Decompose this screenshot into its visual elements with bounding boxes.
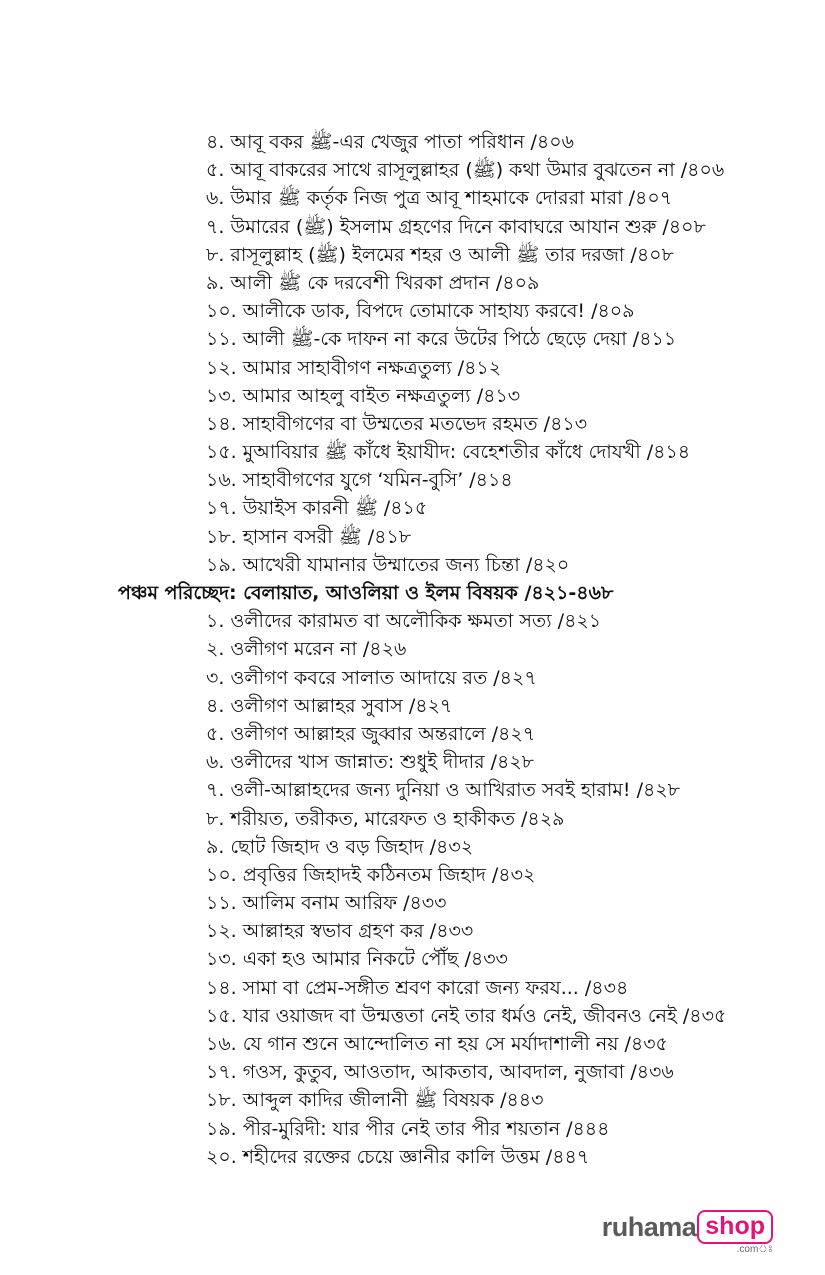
section-heading: পঞ্চম পরিচ্ছেদ: বেলায়াত, আওলিয়া ও ইলম বিষয়ক /৪২১-৪৬৮ bbox=[118, 582, 614, 604]
toc-entry: ৬. উমার ﷺ কর্তৃক নিজ পুত্র আবূ শাহমাকে দোররা মারা /৪০৭ bbox=[206, 187, 673, 210]
toc-entry: ৮. শরীয়ত, তরীকত, মারেফত ও হাকীকত /৪২৯ bbox=[206, 807, 565, 830]
toc-entry: ৯. আলী ﷺ কে দরবেশী খিরকা প্রদান /৪০৯ bbox=[206, 271, 540, 294]
logo-shop-badge: shop bbox=[697, 1210, 773, 1244]
toc-entry: ১৫. মুআবিয়ার ﷺ কাঁধে ইয়াযীদ: বেহেশতীর কাঁধে দোযখী /৪১৪ bbox=[206, 441, 691, 464]
toc-entry: ১৯. আখেরী যামানার উম্মাতের জন্য চিন্তা /৪২০ bbox=[206, 553, 570, 576]
toc-entry: ৮. রাসূলুল্লাহ (ﷺ) ইলমের শহর ও আলী ﷺ তার দরজা /৪০৮ bbox=[206, 243, 674, 266]
logo-domain-suffix: .comঃ bbox=[736, 1244, 773, 1255]
toc-entry: ১৬. যে গান শুনে আন্দোলিত না হয় সে মর্যাদাশালী নয় /৪৩৫ bbox=[206, 1033, 668, 1055]
toc-entry: ১৮. আব্দুল কাদির জীলানী ﷺ বিষয়ক /৪৪৩ bbox=[206, 1089, 544, 1112]
toc-entry: ৭. ওলী-আল্লাহদের জন্য দুনিয়া ও আখিরাত সবই হারাম! /৪২৮ bbox=[206, 779, 681, 802]
table-of-contents bbox=[0, 128, 825, 1171]
toc-entry: ১৪. সাহাবীগণের বা উম্মতের মতভেদ রহমত /৪১৩ bbox=[206, 412, 588, 435]
toc-entry: ২০. শহীদের রক্তের চেয়ে জ্ঞানীর কালি উত্তম /৪৪৭ bbox=[206, 1145, 590, 1168]
toc-entry: ১৮. হাসান বসরী ﷺ /৪১৮ bbox=[206, 525, 412, 548]
toc-entry: ১২. আমার সাহাবীগণ নক্ষত্রতুল্য /৪১২ bbox=[206, 356, 502, 379]
toc-entry: ২. ওলীগণ মরেন না /৪২৬ bbox=[206, 638, 407, 661]
toc-entry: ৪. ওলীগণ আল্লাহর সুবাস /৪২৭ bbox=[206, 694, 453, 717]
toc-entry: ১১. আলিম বনাম আরিফ /৪৩৩ bbox=[206, 892, 447, 915]
toc-entry: ১৭. উয়াইস কারনী ﷺ /৪১৫ bbox=[206, 497, 428, 520]
toc-entry: ১৩. একা হও আমার নিকটে পৌঁছ /৪৩৩ bbox=[206, 948, 508, 971]
toc-entry: ৫. ওলীগণ আল্লাহর জুব্বার অন্তরালে /৪২৭ bbox=[206, 722, 536, 745]
toc-entry: ১৫. যার ওয়াজদ বা উন্মত্ততা নেই তার ধর্মও নেই, জীবনও নেই /৪৩৫ bbox=[206, 1004, 727, 1027]
logo-shop-wrap bbox=[697, 1210, 773, 1255]
toc-entry: ৩. ওলীগণ কবরে সালাত আদায়ে রত /৪২৭ bbox=[206, 666, 537, 689]
toc-entry: ১১. আলী ﷺ-কে দাফন না করে উটের পিঠে ছেড়ে দেয়া /৪১১ bbox=[206, 328, 677, 351]
toc-part-2 bbox=[0, 607, 825, 1171]
ruhamashop-logo bbox=[601, 1209, 773, 1255]
toc-entry: ১২. আল্লাহর স্বভাব গ্রহণ কর /৪৩৩ bbox=[206, 920, 474, 943]
toc-entry: ১০. আলীকে ডাক, বিপদে তোমাকে সাহায্য করবে! /৪০৯ bbox=[206, 300, 635, 323]
toc-entry: ৬. ওলীদের খাস জান্নাত: শুধুই দীদার /৪২৮ bbox=[206, 751, 534, 774]
toc-entry: ১. ওলীদের কারামত বা অলৌকিক ক্ষমতা সত্য /৪২১ bbox=[206, 610, 602, 633]
toc-entry: ৪. আবূ বকর ﷺ-এর খেজুর পাতা পরিধান /৪০৬ bbox=[206, 131, 574, 153]
toc-entry: ১৯. পীর-মুরিদী: যার পীর নেই তার পীর শয়তান /৪৪৪ bbox=[206, 1117, 610, 1140]
toc-entry: ১৭. গওস, কুতুব, আওতাদ, আকতাব, আবদাল, নুজাবা /৪৩৬ bbox=[206, 1061, 674, 1084]
toc-entry: ৯. ছোট জিহাদ ও বড় জিহাদ /৪৩২ bbox=[206, 835, 474, 858]
toc-entry: ৫. আবূ বাকরের সাথে রাসূলুল্লাহর (ﷺ) কথা উমার বুঝতেন না /৪০৬ bbox=[206, 159, 725, 182]
toc-entry: ১৩. আমার আহলু বাইত নক্ষত্রতুল্য /৪১৩ bbox=[206, 384, 521, 407]
toc-entry: ১০. প্রবৃত্তির জিহাদই কঠিনতম জিহাদ /৪৩২ bbox=[206, 863, 536, 886]
toc-entry: ১৬. সাহাবীগণের যুগে ‘যমিন-বুসি’ /৪১৪ bbox=[206, 469, 513, 492]
toc-entry: ১৪. সামা বা প্রেম-সঙ্গীত শ্রবণ কারো জন্য ফরয... /৪৩৪ bbox=[206, 976, 629, 999]
toc-entry: ৭. উমারের (ﷺ) ইসলাম গ্রহণের দিনে কাবাঘরে আযান শুরু /৪০৮ bbox=[206, 215, 706, 238]
logo-ruhama-text: ruhama bbox=[601, 1211, 697, 1242]
toc-part-1 bbox=[0, 128, 825, 579]
